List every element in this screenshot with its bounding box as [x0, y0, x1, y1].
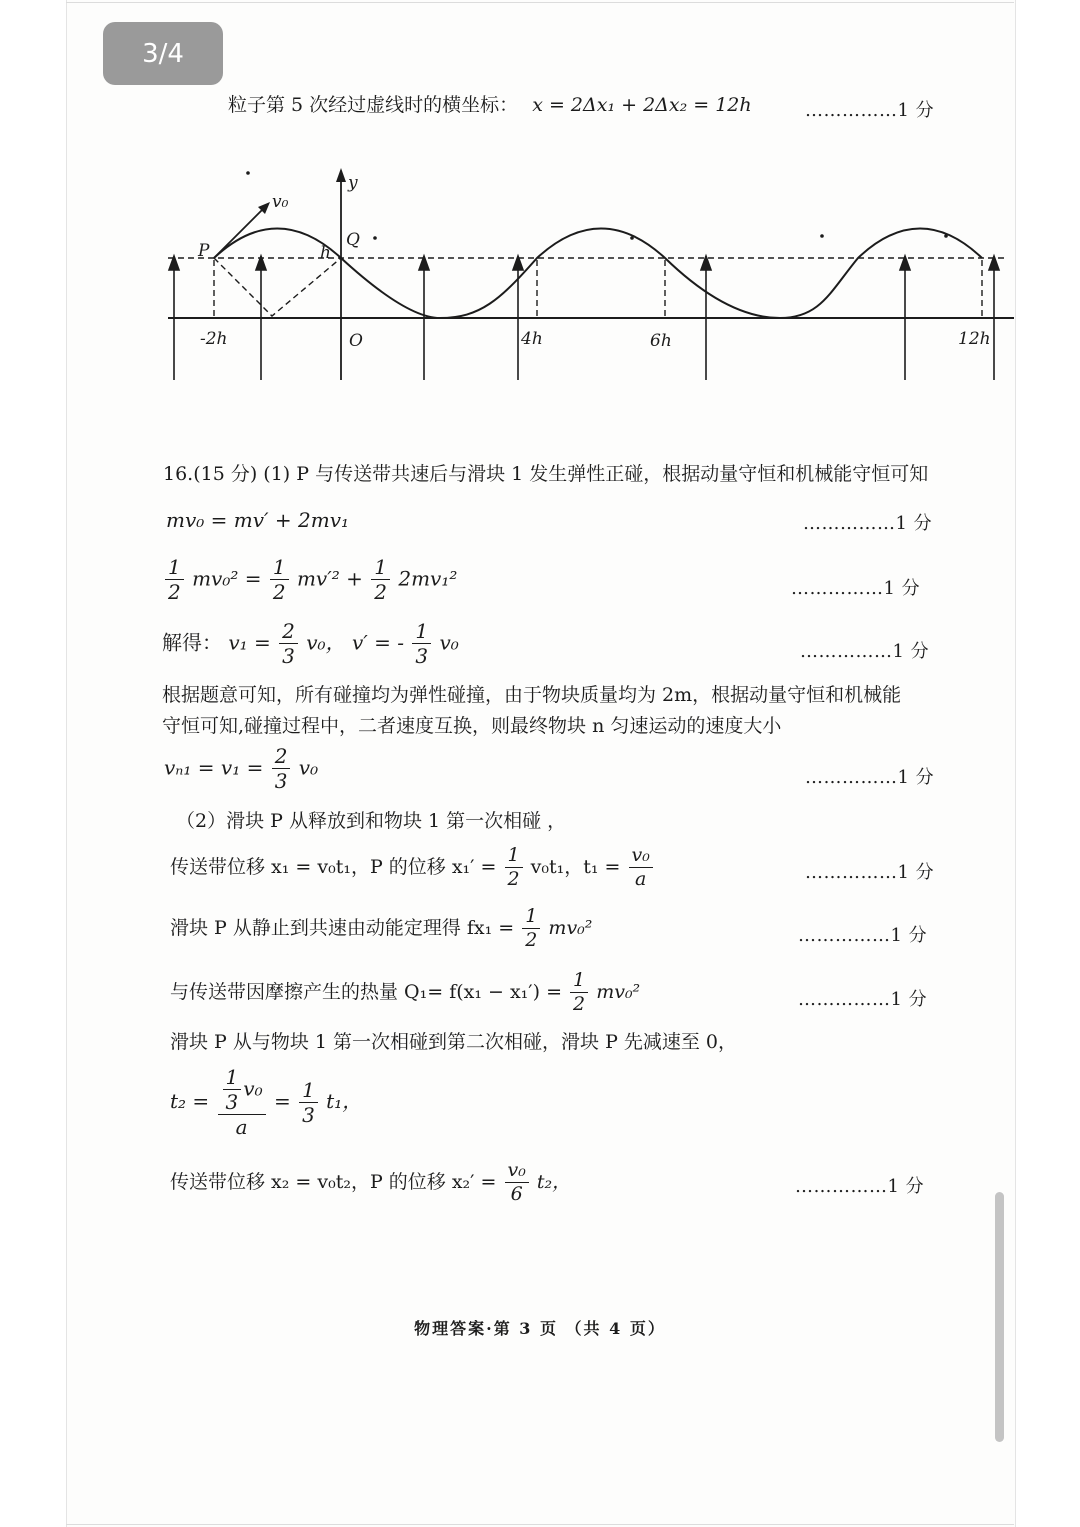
frac-two-thirds-1: $\frac{2}{3}$: [279, 620, 298, 668]
score-6: ……………1 分: [798, 925, 928, 946]
label-12h: 12h: [958, 329, 991, 349]
para-elastic-2: 守恒可知,碰撞过程中，二者速度互换，则最终物块 n 匀速运动的速度大小: [162, 715, 782, 737]
score-3: ……………1 分: [800, 641, 930, 662]
score-4: ……………1 分: [805, 767, 935, 788]
heat-part-a: 与传送带因摩擦产生的热量 Q₁= f(x₁ − x₁′) =: [170, 980, 562, 1003]
belt1-part-a: 传送带位移 x₁ = v₀t₁，P 的位移 x₁′ =: [170, 855, 497, 878]
frac-two-thirds-2: $\frac{2}{3}$: [272, 745, 291, 793]
eq-vn-lhs: vₙ₁ = v₁ =: [164, 755, 264, 780]
eq-vn-tail: v₀: [298, 755, 319, 780]
energy-part-a: 滑块 P 从静止到共速由动能定理得 fx₁ =: [170, 916, 515, 939]
frac-v0-over-a: $\frac{\text{v₀}}{a}$: [629, 845, 653, 891]
part-2-heading: （2）滑块 P 从释放到和物块 1 第一次相碰 ，: [176, 810, 567, 832]
eq-momentum: mv₀ = mv′ + 2mv₁: [166, 508, 350, 532]
page-indicator-badge: 3/4: [103, 22, 223, 85]
solve-v1: v₁ =: [228, 630, 271, 655]
label-6h: 6h: [650, 331, 672, 351]
trajectory-diagram: [160, 160, 1020, 390]
solve-vprime: v′ = -: [351, 630, 405, 655]
frac-t2-inner: $\frac{1}{3}$: [223, 1066, 242, 1114]
scrollbar-thumb[interactable]: [995, 1192, 1004, 1442]
t2-tail: t₁，: [326, 1089, 363, 1113]
page-footer: 物理答案·第 3 页 （共 4 页）: [414, 1319, 666, 1338]
score-2: ……………1 分: [791, 578, 921, 599]
eq-energy-part-c: 2mv₁²: [398, 566, 458, 591]
dashed-triangle: [214, 258, 341, 316]
eq-belt-1: [170, 845, 655, 891]
line-second-collision: 滑块 P 从与物块 1 第一次相碰到第二次相碰，滑块 P 先减速至 0，: [170, 1031, 738, 1053]
frac-one-third-1: $\frac{1}{3}$: [412, 620, 431, 668]
eq-belt-2: [170, 1160, 571, 1206]
label-4h: 4h: [521, 329, 543, 349]
solve-v0-b: v₀: [439, 630, 459, 655]
frac-half-4: $\frac{1}{2}$: [505, 845, 523, 891]
para-elastic-1: 根据题意可知，所有碰撞均为弹性碰撞，由于物块质量均为 2m，根据动量守恒和机械能: [162, 684, 902, 706]
trajectory-curve: [214, 229, 982, 319]
label-P: P: [198, 241, 210, 261]
label-Q: Q: [346, 230, 360, 250]
frac-half-5: $\frac{1}{2}$: [522, 906, 540, 952]
frac-one-third-2: $\frac{1}{3}$: [299, 1079, 318, 1127]
frac-half-3: $\frac{1}{2}$: [371, 556, 390, 604]
frac-half-1: $\frac{1}{2}$: [165, 556, 184, 604]
belt1-part-b: v₀t₁，t₁ =: [530, 855, 621, 878]
frac-half-2: $\frac{1}{2}$: [270, 556, 289, 604]
frac-v0-over-6: $\frac{\text{v₀}}{6}$: [505, 1160, 529, 1206]
frac-half-6: $\frac{1}{2}$: [570, 970, 588, 1016]
eq-energy: [163, 556, 457, 604]
page-top-edge: [66, 2, 1014, 3]
score-7: ……………1 分: [798, 989, 928, 1010]
label-h: h: [320, 243, 331, 263]
y-axis-arrow: [336, 168, 346, 182]
heat-part-b: mv₀²: [596, 980, 641, 1003]
score-fifth-crossing: ……………1 分: [805, 100, 935, 121]
solve-v0-a: v₀，: [306, 630, 346, 655]
fifth-crossing-text: 粒子第 5 次经过虚线时的横坐标：: [228, 94, 519, 116]
eq-t2: [170, 1066, 362, 1139]
score-8: ……………1 分: [795, 1176, 925, 1197]
fifth-crossing-formula: x = 2Δx₁ + 2Δx₂ = 12h: [532, 94, 752, 116]
t2-equals: =: [273, 1089, 291, 1113]
eq-energy-part-b: mv′² +: [296, 566, 363, 591]
frac-t2-big: [218, 1066, 266, 1139]
label-y: y: [348, 173, 358, 193]
label-neg2h: -2h: [200, 329, 228, 349]
label-v0: v₀: [272, 192, 289, 212]
eq-vn: [164, 745, 318, 793]
drop-lines: [214, 260, 982, 318]
solve-label: 解得：: [162, 630, 222, 655]
label-O: O: [349, 331, 363, 351]
t2-lhs: t₂ =: [170, 1089, 210, 1113]
eq-solution: [162, 620, 459, 668]
eq-heat: [170, 970, 640, 1016]
score-1: ……………1 分: [803, 513, 933, 534]
t2-den: a: [235, 1115, 248, 1139]
belt2-part-b: t₂，: [536, 1170, 572, 1193]
energy-part-b: mv₀²: [548, 916, 593, 939]
eq-kinetic-energy: [170, 906, 592, 952]
line-fifth-crossing: [228, 94, 752, 118]
page-bottom-edge: [66, 1524, 1014, 1525]
eq-energy-part-a: mv₀² =: [192, 566, 262, 591]
q16-intro: 16.(15 分) (1) P 与传送带共速后与滑块 1 发生弹性正碰，根据动量守恒和机械能守恒可知: [163, 463, 929, 485]
score-5: ……………1 分: [805, 862, 935, 883]
belt2-part-a: 传送带位移 x₂ = v₀t₂，P 的位移 x₂′ =: [170, 1170, 497, 1193]
t2-num-v0: v₀: [243, 1076, 263, 1101]
